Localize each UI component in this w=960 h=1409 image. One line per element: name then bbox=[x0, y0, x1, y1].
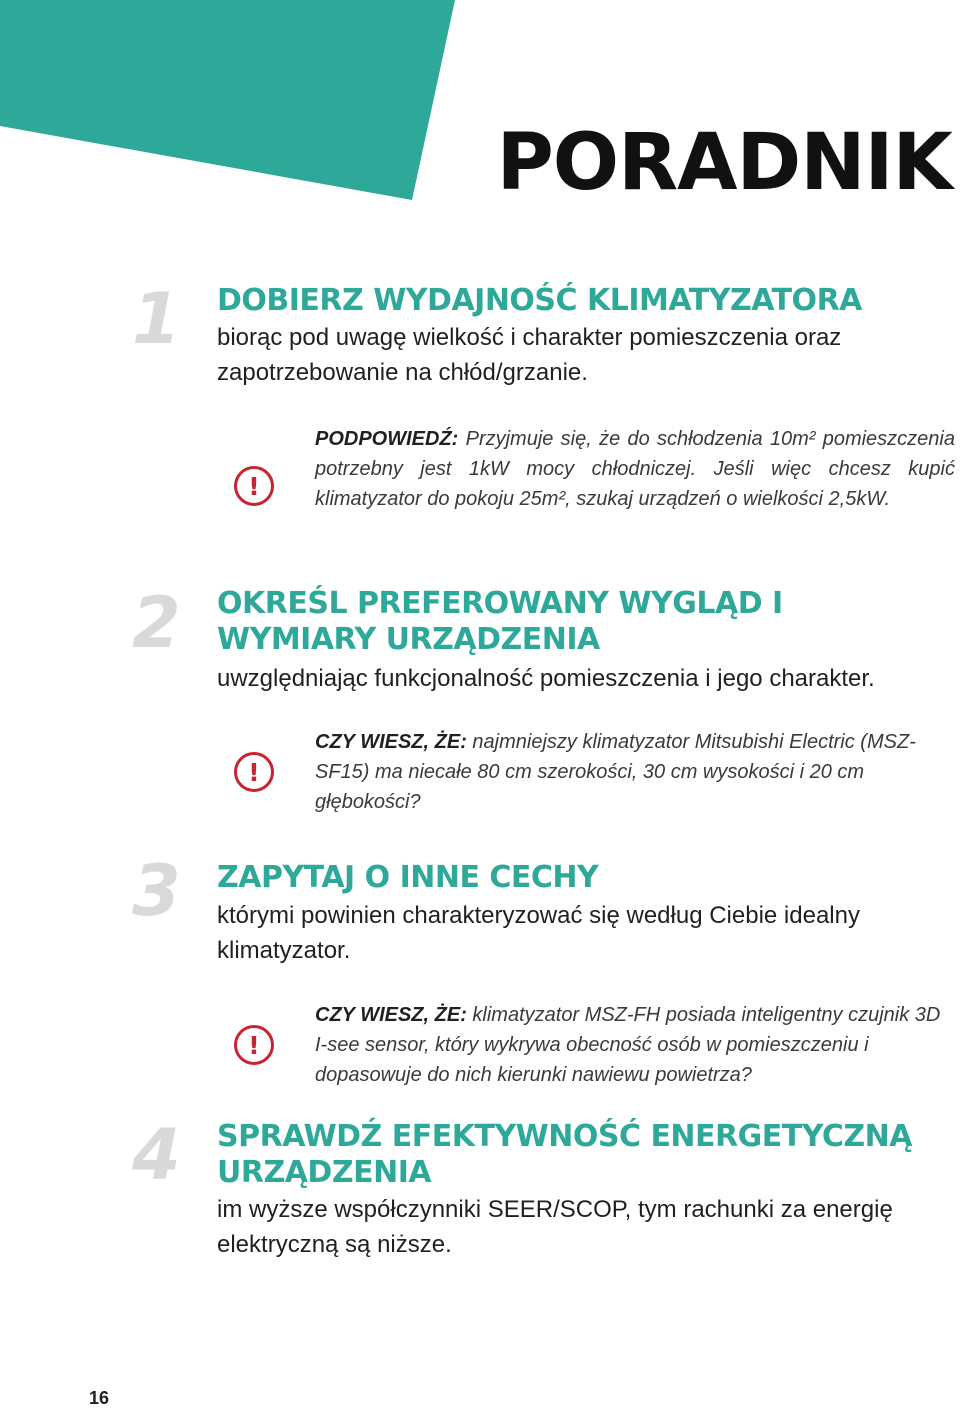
tip-label: CZY WIESZ, ŻE: bbox=[315, 731, 467, 753]
tip-text bbox=[315, 424, 955, 514]
step-description: biorąc pod uwagę wielkość i charakter pomieszczenia oraz zapotrzebowanie na chłód/grzanie. bbox=[217, 324, 842, 386]
step-number: 4 bbox=[132, 1114, 181, 1196]
tip-label: CZY WIESZ, ŻE: bbox=[315, 1004, 467, 1026]
tip-text bbox=[315, 1000, 955, 1090]
step-description: którymi powinien charakteryzować się według Ciebie idealny klimatyzator. bbox=[217, 902, 860, 964]
exclamation-circle-icon: ! bbox=[234, 752, 274, 792]
step-number: 3 bbox=[132, 850, 181, 932]
tip-body: Przyjmuje się, że do schłodzenia 10m² pomieszczenia potrzebny jest 1kW mocy chłodniczej. Jeśli więc chcesz kupić klimatyzator do pokoju 25m², szukaj urządzeń o wielkości 2,5kW. bbox=[315, 428, 955, 510]
tip-text bbox=[315, 727, 955, 817]
tip-label: PODPOWIEDŹ: bbox=[315, 428, 459, 450]
tip-body: najmniejszy klimatyzator Mitsubishi Electric (MSZ-SF15) ma niecałe 80 cm szerokości, 30 cm wysokości i 20 cm głębokości? bbox=[315, 731, 916, 813]
step-heading: DOBIERZ WYDAJNOŚĆ KLIMATYZATORA bbox=[217, 283, 862, 318]
step-number: 2 bbox=[132, 582, 181, 664]
page-title: PORADNIK bbox=[496, 118, 952, 208]
step-heading: OKREŚL PREFEROWANY WYGLĄD I WYMIARY URZĄDZENIA bbox=[217, 586, 783, 657]
exclamation-circle-icon: ! bbox=[234, 1025, 274, 1065]
step-description: im wyższe współczynniki SEER/SCOP, tym rachunki za energię elektryczną są niższe. bbox=[217, 1196, 893, 1258]
step-number: 1 bbox=[132, 278, 181, 360]
tip-body: klimatyzator MSZ-FH posiada inteligentny czujnik 3D I-see sensor, który wykrywa obecność osób w pomieszczeniu i dopasowuje do nich kierunki nawiewu powietrza? bbox=[315, 1004, 941, 1086]
step-heading: ZAPYTAJ O INNE CECHY bbox=[217, 860, 599, 895]
page-number: 16 bbox=[89, 1388, 110, 1408]
step-heading: SPRAWDŹ EFEKTYWNOŚĆ ENERGETYCZNĄ URZĄDZENIA bbox=[217, 1119, 912, 1190]
exclamation-circle-icon: ! bbox=[234, 466, 274, 506]
step-description: uwzględniając funkcjonalność pomieszczenia i jego charakter. bbox=[217, 665, 875, 692]
